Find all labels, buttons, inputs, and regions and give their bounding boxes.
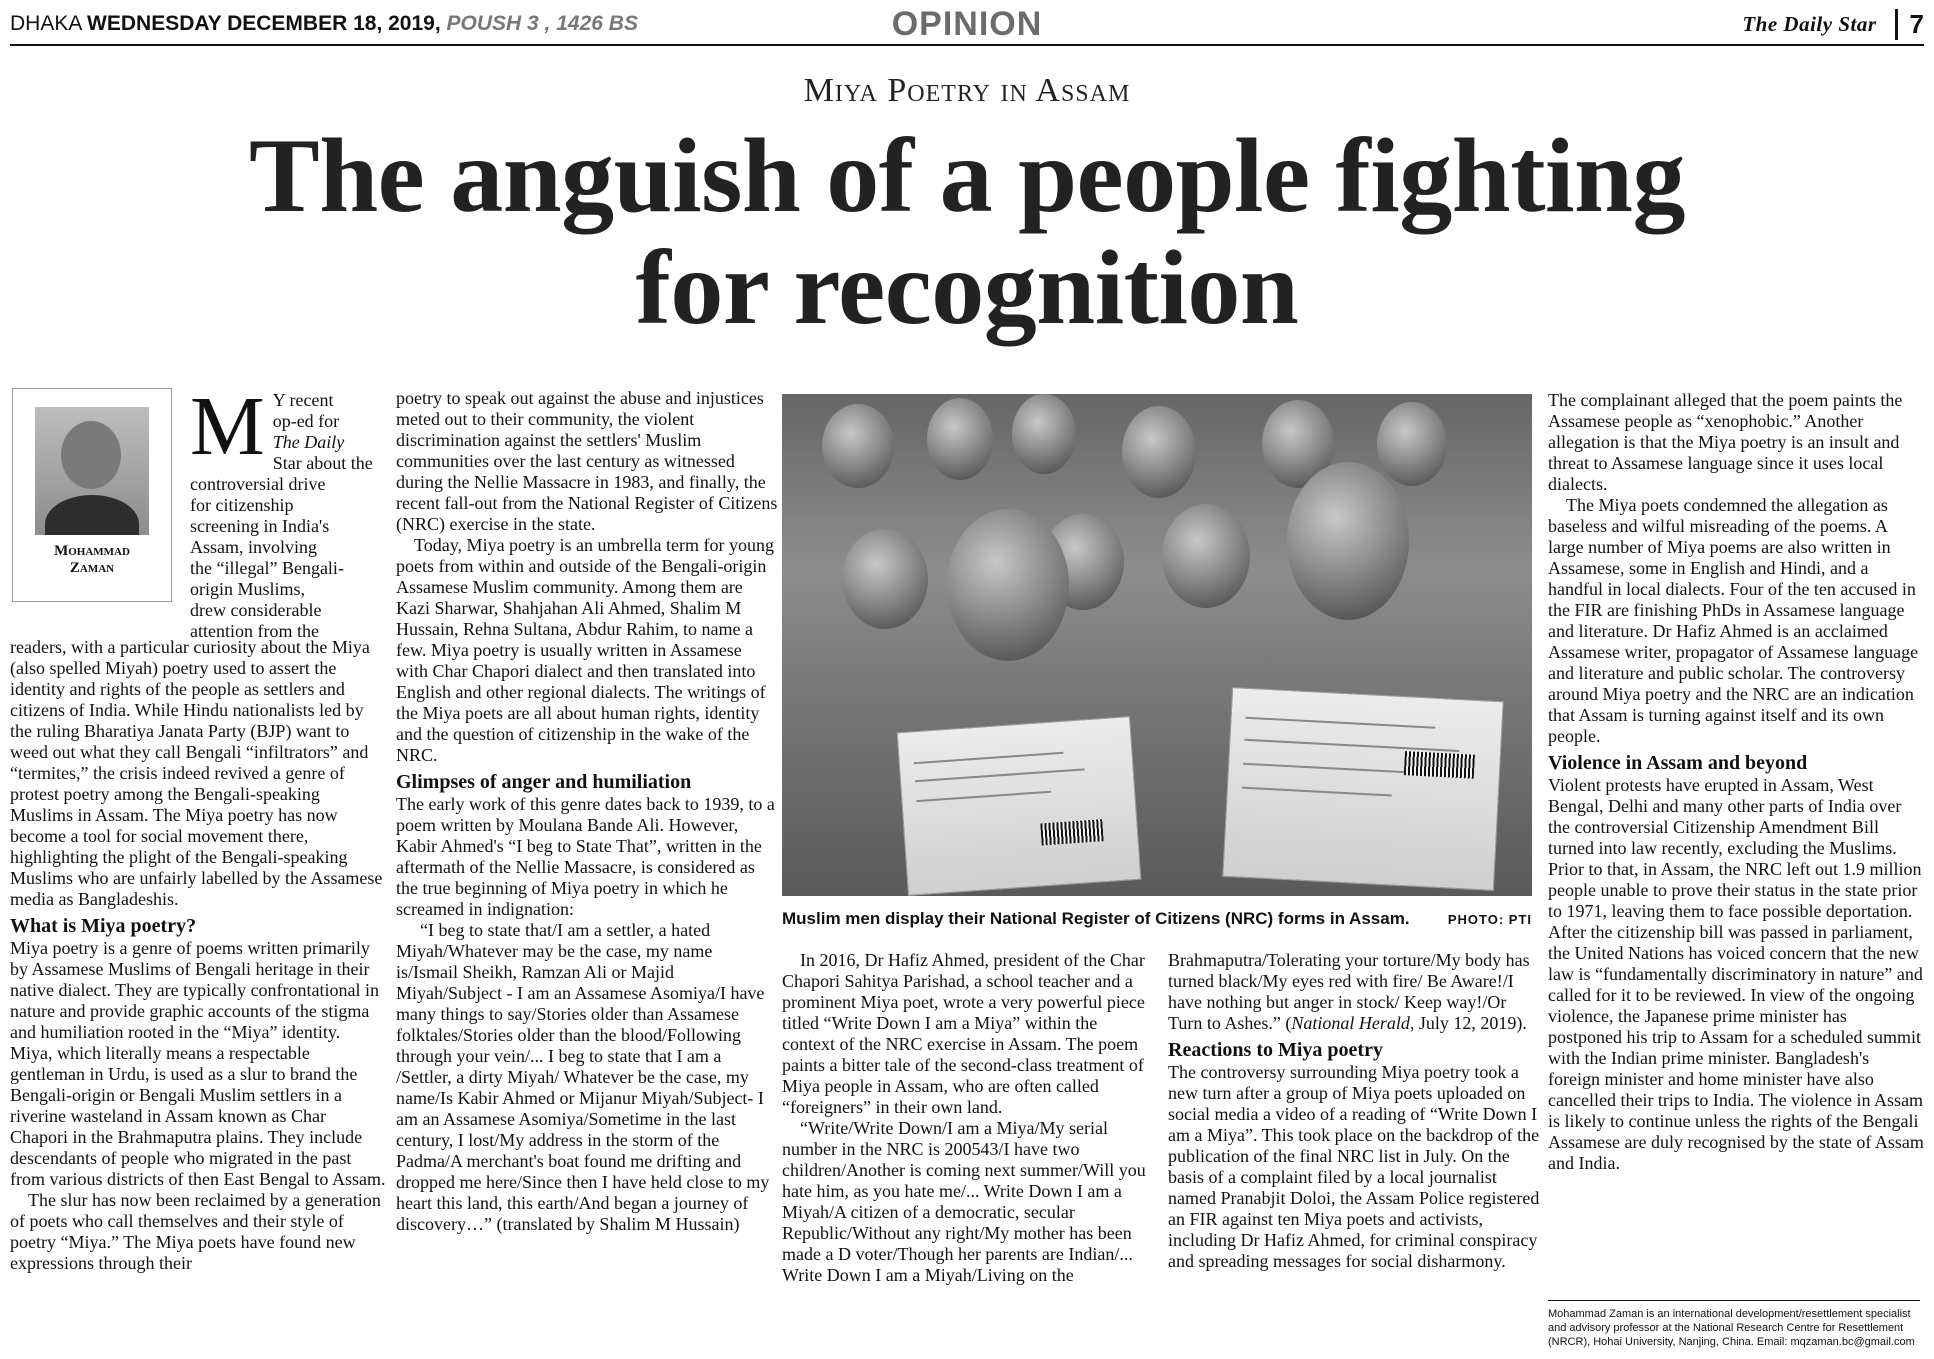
col2-paragraph-1: poetry to speak out against the abuse and injustices meted out to their community, the violent discrimination against the settlers' Muslim communities over the last century as witnessed during the Nellie Massacre in 1983, and finally, the recent fall-out from the National Register of Citizens (NRC) exercise in the state. xyxy=(396,388,778,534)
subhead-violence: Violence in Assam and beyond xyxy=(1548,752,1808,774)
column-2 xyxy=(396,388,778,1235)
col4-paragraph-1-b: July 12, 2019). xyxy=(1414,1013,1527,1033)
author-name-line-1: Mohammad xyxy=(54,543,130,559)
subhead-reactions: Reactions to Miya poetry xyxy=(1168,1039,1383,1061)
author-photo-shoulders xyxy=(45,495,139,535)
column-1-body xyxy=(10,637,386,1274)
col2-paragraph-2: Today, Miya poetry is an umbrella term for young poets from within and outside of the Bengali-origin Assamese Muslim community. Among them are Kazi Sharwar, Shahjahan Ali Ahmed, Shalim M Hussain, Rehna Sultana, Abdur Rahim, to name a few. Miya poetry is usually written in Assamese with Char Chapori dialect and then translated into English and other regional dialects. The writings of the Miya poets are all about human rights, identity and the question of citizenship in the wake of the NRC. xyxy=(396,535,774,765)
column-3 xyxy=(782,950,1154,1286)
photo-credit: PHOTO: PTI xyxy=(1447,911,1532,927)
author-name-line-2: Zaman xyxy=(69,560,115,576)
col1-line-2: op-ed for xyxy=(272,411,340,431)
nrc-form-left xyxy=(897,716,1142,896)
col3-paragraph-1: In 2016, Dr Hafiz Ahmed, president of the Char Chapori Sahitya Parishad, a school teacher and a prominent Miya poet, wrote a very powerful piece titled “Write Down I am a Miya” within the context of the NRC exercise in Assam. The poem paints a bitter tale of the second-class treatment of Miya people in Assam, who are often called “foreigners” in their own land. xyxy=(782,950,1145,1117)
form-line xyxy=(1244,739,1459,752)
col1-line-9: the “illegal” Bengali- xyxy=(190,558,344,578)
column-4 xyxy=(1168,950,1542,1272)
photo-foreground-face-left xyxy=(947,509,1069,661)
col5-paragraph-2: The Miya poets condemned the allegation as baseless and wilful misreading of the poems. A large number of Miya poems are also written in Assamese, some in English and Hindi, and a handful in local dialects. Four of the ten accused in the FIR are finishing PhDs in Assamese language and literature. Dr Hafiz Ahmed is an acclaimed Assamese writer, propagator of Assamese language and literature and public scholar. The controversy around Miya poetry and the NRC are an indication that Assam is turning against itself and its own people. xyxy=(1548,495,1919,746)
headline-line-1: The anguish of a people fighting xyxy=(249,117,1685,234)
author-portrait-box xyxy=(12,388,172,602)
form-line xyxy=(1243,763,1418,774)
col5-paragraph-1: The complainant alleged that the poem paints the Assamese people as “xenophobic.” Another allegation is that the Miya poetry is an insult and threat to Assamese language since it uses local dialects. xyxy=(1548,390,1903,494)
author-bio: Mohammad Zaman is an international development/resettlement specialist and advisory professor at the National Research Centre for Resettlement (NRCR), Hohai University, Nanjing, China. Email: mqzaman.bc@gmail.com xyxy=(1548,1300,1920,1349)
form-line xyxy=(915,768,1085,782)
form-line xyxy=(1246,717,1436,729)
col2-quote: “I beg to state that/I am a settler, a hated Miyah/Whatever may be the case, my name is/Ismail Sheikh, Ramzan Ali or Majid Miyah/Subject - I am an Assamese Asomiya/I have many things to say/Stories older than Assamese folktales/Stories older than the blood/Following through your vein/... I beg to state that I am a /Settler, a dirty Miyah/ Whatever be the case, my name/Is Kabir Ahmed or Mijanur Miyah/Subject- I am an Assamese Asomiya/Sometime in the last century, I lost/My address in the storm of the Padma/A merchant's boat found me drifting and dropped me here/Since then I have held close to my heart this land, this earth/And began a journey of discovery…” (translated by Shalim M Hussain) xyxy=(396,920,770,1234)
col4-paragraph-1 xyxy=(1168,950,1542,1034)
col3-paragraph-2: “Write/Write Down/I am a Miya/My serial number in the NRC is 200543/I have two children/Another is coming next summer/Will you hate him, as you hate me/... Write Down I am a Miyah/A citizen of a democratic, secular Republic/Without any right/My mother has been made a D voter/Though her parents are Indian/... Write Down I am a Miyah/Living on the xyxy=(782,1118,1146,1285)
headline xyxy=(0,117,1934,346)
col1-line-6: for citizenship xyxy=(190,495,294,515)
photo-background-face xyxy=(1122,406,1196,498)
news-photo xyxy=(782,394,1532,896)
form-line xyxy=(1242,787,1392,797)
masthead-city: DHAKA xyxy=(10,12,82,35)
col4-paragraph-1-a: Brahmaputra/Tolerating your torture/My body has turned black/My eyes red with fire/ Be Aware!/I have nothing but anger in stock/ Keep way!/Or Turn to Ashes.” ( xyxy=(1168,950,1530,1033)
subhead-what-is-miya-poetry: What is Miya poetry? xyxy=(10,915,197,937)
article-kicker: Miya Poetry in Assam xyxy=(803,72,1131,109)
photo-foreground-face-right xyxy=(1287,462,1409,620)
col1-line-4: Star about the xyxy=(272,453,373,473)
nrc-form-right xyxy=(1222,687,1504,891)
masthead-date-line xyxy=(10,12,638,36)
subhead-glimpses: Glimpses of anger and humiliation xyxy=(396,771,692,793)
page-number: 7 xyxy=(1895,9,1924,40)
col1-line-7: screening in India's xyxy=(190,516,330,536)
col1-paragraph-3: The slur has now been reclaimed by a generation of poets who call themselves and their style of poetry “Miya.” The Miya poets have found new expressions through their xyxy=(10,1190,381,1273)
photo-background-face xyxy=(927,398,993,480)
drop-cap: M xyxy=(190,380,265,473)
photo-background-face xyxy=(1377,402,1447,486)
photo-background-face xyxy=(822,404,894,488)
col1-paragraph-2: Miya poetry is a genre of poems written primarily by Assamese Muslims of Bengali heritage in their native dialect. They are typically confrontational in nature and provide graphic accounts of the stigma and humiliation rooted in the “Miya” identity. Miya, which literally means a respectable gentleman in Urdu, is used as a slur to brand the Bengali-origin or Bengali Muslim settlers in a riverine wasteland in Assam known as Char Chapori in the Brahmaputra plains. They include descendants of people who migrated in the past from various districts of then East Bengal to Assam. xyxy=(10,938,386,1189)
col1-line-5: controversial drive xyxy=(190,474,326,494)
column-5 xyxy=(1548,390,1924,1174)
masthead-right xyxy=(1742,9,1924,40)
col4-paragraph-2: The controversy surrounding Miya poetry took a new turn after a group of Miya poets uploaded on social media a video of a reading of “Write Down I am a Miya”. This took place on the backdrop of the publication of the final NRC list in July. On the basis of a complaint filed by a local journalist named Pranabjit Doloi, the Assam Police registered an FIR against ten Miya poets and activists, including Dr Hafiz Ahmed, for criminal conspiracy and spreading messages for social disharmony. xyxy=(1168,1062,1540,1271)
source-name: National Herald, xyxy=(1291,1013,1415,1033)
photo-caption: Muslim men display their National Register of Citizens (NRC) forms in Assam. xyxy=(782,909,1410,928)
photo-background-face xyxy=(1162,504,1250,608)
barcode xyxy=(1040,819,1103,845)
masthead-bengali-date: POUSH 3 , 1426 BS xyxy=(446,12,638,35)
publication-name: The Daily xyxy=(272,432,345,452)
form-line xyxy=(914,752,1064,764)
author-name xyxy=(13,543,171,577)
col1-line-11: drew considerable xyxy=(190,600,322,620)
masthead xyxy=(10,4,1924,46)
headline-line-2: for recognition xyxy=(635,229,1299,346)
form-line xyxy=(916,791,1051,802)
masthead-date: WEDNESDAY DECEMBER 18, 2019, xyxy=(87,12,441,35)
section-label: OPINION xyxy=(882,5,1053,44)
photo-caption-row xyxy=(782,909,1532,929)
photo-background-face xyxy=(842,529,928,629)
column-1-intro xyxy=(190,380,386,642)
col1-line-10: origin Muslims, xyxy=(190,579,306,599)
col2-paragraph-3: The early work of this genre dates back to 1939, to a poem written by Moulana Bande Ali. However, Kabir Ahmed's “I beg to State That”, written in the aftermath of the Nellie Massacre, is considered as the true beginning of Miya poetry in which he screamed in indignation: xyxy=(396,794,775,919)
newspaper-logo: The Daily Star xyxy=(1742,11,1877,36)
author-photo xyxy=(35,407,149,535)
barcode xyxy=(1404,751,1475,779)
col1-paragraph-1-cont: readers, with a particular curiosity about the Miya (also spelled Miyah) poetry used to assert the identity and rights of the people as settlers and citizens of India. While Hindu nationalists led by the ruling Bharatiya Janata Party (BJP) want to weed out what they call Bengali “infiltrators” and “termites,” the crisis indeed revived a genre of protest poetry among the Bengali-speaking Muslims in Assam. The Miya poetry has now become a tool for social movement there, highlighting the plight of the Bengali-speaking Muslims who are unfairly labelled by the Assamese media as Bangladeshis. xyxy=(10,637,383,909)
photo-background-face xyxy=(1012,394,1076,474)
col5-paragraph-3: Violent protests have erupted in Assam, West Bengal, Delhi and many other parts of India over the controversial Citizenship Amendment Bill turned into law recently, excluding the Muslims. Prior to that, in Assam, the NRC left out 1.9 million people unable to prove their status in the state prior to 1971, leaving them to face possible deportation. After the citizenship bill was passed in parliament, the United Nations has voiced concern that the new law is “fundamentally discriminatory in nature” and called for it to be reviewed. In view of the ongoing violence, the Japanese prime minister has postponed his trip to Assam for a scheduled summit with the Indian prime minister. Bangladesh's foreign minister and home minister have also cancelled their trips to India. The violence in Assam is likely to continue unless the rights of the Bengali Assamese are duly recognised by the state of Assam and India. xyxy=(1548,775,1924,1173)
col1-line-8: Assam, involving xyxy=(190,537,318,557)
col1-line-12: attention from the xyxy=(190,621,319,641)
col1-line-1: Y recent xyxy=(272,390,334,410)
author-photo-head xyxy=(61,421,121,489)
